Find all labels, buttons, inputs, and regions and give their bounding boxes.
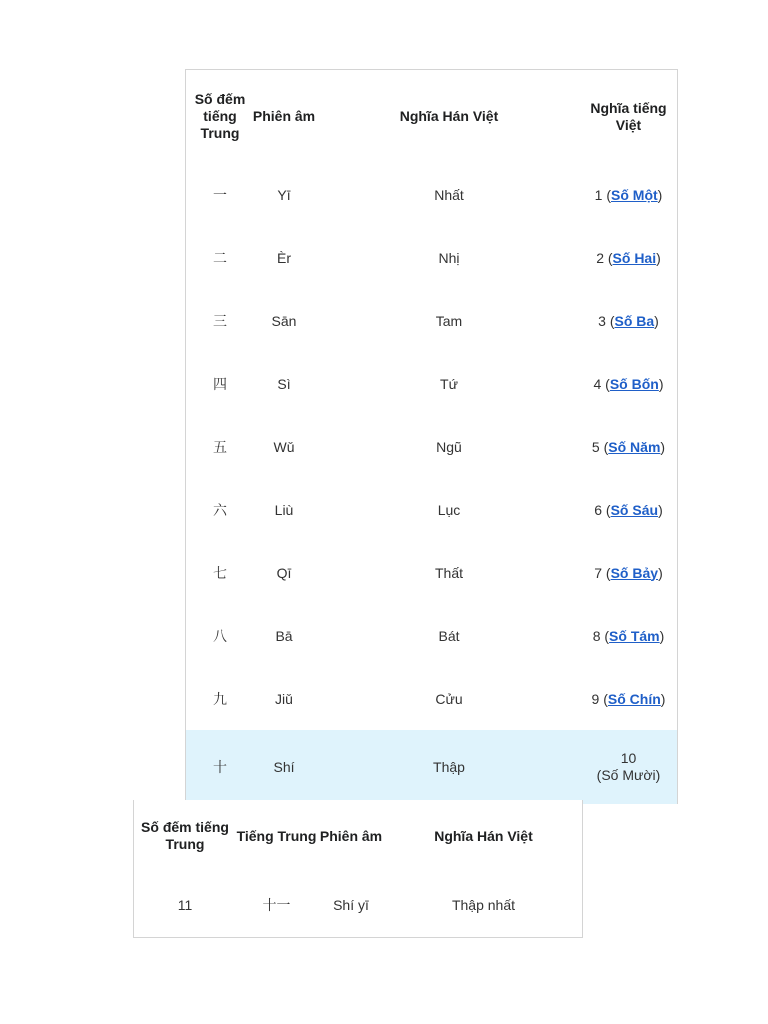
chinese-char: 二: [213, 249, 227, 266]
number: 11: [177, 896, 193, 913]
table-row: [186, 667, 677, 730]
close-paren: ): [656, 249, 661, 266]
han-viet: Thập: [433, 759, 465, 775]
vietnamese-meaning: [582, 478, 675, 541]
vietnamese-meaning: [582, 667, 675, 730]
meaning-link[interactable]: Số Bốn: [609, 375, 659, 392]
header-pinyin: Phiên âm: [319, 827, 383, 844]
close-paren: ): [660, 438, 666, 455]
header-chinese: Tiếng Trung: [236, 827, 317, 844]
pinyin: Jiǔ: [275, 690, 293, 707]
table-row: [186, 415, 677, 478]
pinyin: Shí: [273, 759, 295, 775]
number-text: 8 (: [592, 627, 610, 644]
header-han-viet: Nghĩa Hán Việt: [434, 827, 533, 844]
vietnamese-meaning: [582, 289, 675, 352]
table-row: [186, 541, 677, 604]
table-row: [186, 226, 677, 289]
han-viet: Nhị: [438, 249, 460, 266]
pinyin: Èr: [277, 249, 291, 266]
vietnamese-meaning: [582, 604, 675, 667]
vietnamese-meaning: [582, 226, 675, 289]
close-paren: ): [654, 312, 659, 329]
number-text: 6 (: [594, 501, 611, 518]
table-row: [186, 352, 677, 415]
chinese-char: 十: [213, 759, 227, 775]
close-paren: ): [658, 375, 664, 392]
number-text: 1 (: [594, 186, 611, 203]
pinyin: Bā: [275, 627, 293, 644]
meaning-link[interactable]: Số Sáu: [610, 501, 659, 518]
meaning-text: (Số Mười): [596, 767, 661, 783]
pinyin: Wǔ: [273, 438, 295, 455]
pinyin: Liù: [274, 501, 294, 518]
header-chinese-number: Số đếm tiếng Trung: [141, 819, 229, 852]
numbers-table: [185, 69, 678, 804]
table-row: [186, 478, 677, 541]
close-paren: ): [657, 186, 663, 203]
number-text: 5 (: [591, 438, 609, 455]
header-pinyin: Phiên âm: [252, 108, 316, 124]
han-viet: Thập nhất: [451, 896, 516, 913]
number-text: 10: [620, 750, 637, 766]
close-paren: ): [659, 627, 665, 644]
number-text: 7 (: [594, 564, 611, 581]
table-row: [186, 289, 677, 352]
table-header-row: [186, 70, 677, 163]
han-viet: Nhất: [434, 186, 464, 203]
meaning-link[interactable]: Số Một: [611, 186, 658, 203]
number-text: 4 (: [593, 375, 610, 392]
number-text: 2 (: [596, 249, 613, 266]
vietnamese-meaning: [582, 415, 675, 478]
han-viet: Lục: [437, 501, 461, 518]
vietnamese-meaning: [582, 163, 675, 226]
header-han-viet: Nghĩa Hán Việt: [399, 108, 499, 124]
pinyin: Sān: [271, 312, 297, 329]
numbers-table-continued: [133, 800, 583, 938]
number-text: 3 (: [598, 312, 615, 329]
chinese-char: 一: [213, 186, 227, 203]
table-row: [186, 163, 677, 226]
meaning-link[interactable]: Số Tám: [609, 627, 660, 644]
chinese-char: 五: [213, 438, 227, 455]
chinese-char: 九: [213, 690, 227, 707]
vietnamese-meaning: [582, 541, 675, 604]
number-text: 9 (: [591, 690, 608, 707]
pinyin: Yī: [277, 186, 291, 203]
chinese-char: 十一: [262, 896, 291, 913]
table-row: [186, 604, 677, 667]
han-viet: Tứ: [440, 375, 458, 392]
han-viet: Tam: [435, 312, 463, 329]
meaning-link[interactable]: Số Hai: [612, 249, 657, 266]
header-chinese-number: Số đếm tiếng Trung: [194, 91, 246, 141]
close-paren: ): [660, 690, 666, 707]
chinese-char: 七: [213, 564, 227, 581]
vietnamese-meaning: [582, 352, 675, 415]
chinese-char: 四: [213, 375, 227, 392]
table-header-row: [134, 800, 582, 872]
header-vietnamese-meaning: Nghĩa tiếng Việt: [590, 99, 667, 133]
meaning-link[interactable]: Số Ba: [614, 312, 655, 329]
pinyin: Qī: [276, 564, 292, 581]
vietnamese-meaning: [582, 730, 675, 804]
pinyin: Shí yī: [333, 896, 369, 913]
han-viet: Cửu: [435, 690, 463, 707]
han-viet: Bát: [438, 627, 460, 644]
meaning-link[interactable]: Số Bảy: [610, 564, 659, 581]
chinese-char: 八: [213, 627, 227, 644]
han-viet: Ngũ: [436, 438, 462, 455]
chinese-char: 六: [213, 501, 227, 518]
table-row-highlighted: [186, 730, 677, 804]
table-row: [134, 872, 582, 937]
meaning-link[interactable]: Số Năm: [608, 438, 661, 455]
meaning-link[interactable]: Số Chín: [607, 690, 661, 707]
close-paren: ): [658, 564, 663, 581]
chinese-char: 三: [213, 312, 227, 329]
han-viet: Thất: [434, 564, 463, 581]
pinyin: Sì: [277, 375, 291, 392]
close-paren: ): [658, 501, 663, 518]
